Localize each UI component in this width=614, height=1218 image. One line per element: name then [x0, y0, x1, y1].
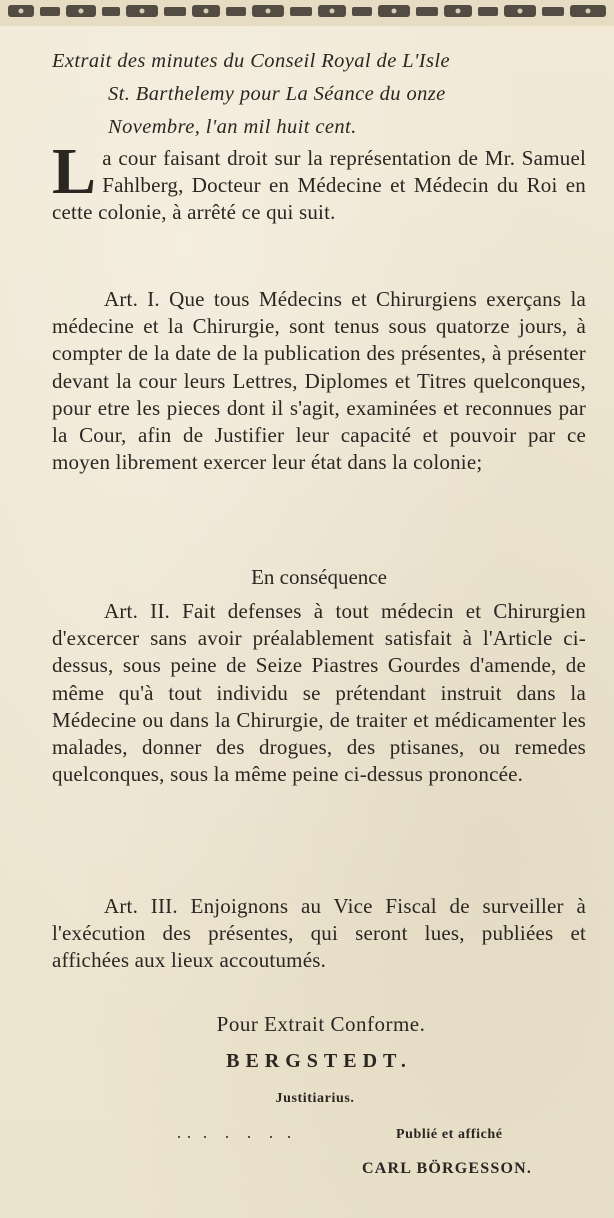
intro-text: a cour faisant droit sur la représentation de Mr. Samuel Fahlberg, Docteur en Médecine et Médecin du Roi en cette colonie, à arrêté ce qui suit.	[52, 146, 586, 225]
publisher-name: CARL BÖRGESSON.	[362, 1160, 533, 1177]
heading-line-2: St. Barthelemy pour La Séance du onze	[108, 83, 446, 105]
article-3	[52, 893, 586, 975]
dotted-leader	[175, 1132, 295, 1142]
article-2-label: Art. II.	[104, 599, 171, 623]
heading-line-1: Extrait des minutes du Conseil Royal de L'Isle	[52, 50, 451, 72]
article-1	[52, 286, 586, 476]
intro-paragraph	[52, 135, 586, 227]
heading-line-3: Novembre, l'an mil huit cent.	[108, 116, 357, 138]
article-2-text: Fait defenses à tout médecin et Chirurgien d'excercer sans avoir préalablement satisfait à l'Article ci-dessus, sous peine de Seize Piastres Gourdes d'amende, de même qu'à tout individu se prétendant instruit dans la Médecine ou dans la Chirurgie, de traiter et médicamenter les malades, donner des drogues, des ptisanes, ou remedes quelconques, sous la même peine ci-dessus prononcée.	[52, 599, 586, 787]
signatory-name: BERGSTEDT.	[226, 1050, 412, 1072]
ornamental-border-top	[0, 0, 614, 26]
document-heading	[52, 45, 592, 144]
article-1-text: Que tous Médecins et Chirurgiens exerçans la médecine et la Chirurgie, sont tenus sous quatorze jours, à compter de la date de la publication des présentes, à présenter devant la cour leurs Lettres, Diplomes et Titres quelconques, pour etre les pieces dont il s'agit, examinées et reconnues par la Cour, afin de Justifier leur capacité et pouvoir par ce moyen librement exercer leur état dans la colonie;	[52, 287, 587, 475]
article-1-label: Art. I.	[104, 287, 160, 311]
signatory-title: Justitiarius.	[275, 1091, 355, 1106]
consequence-line: En conséquence	[251, 565, 387, 589]
article-3-text: Enjoignons au Vice Fiscal de surveiller à l'exécution des présentes, qui seront lues, publiées et affichées aux lieux accoutumés.	[52, 894, 586, 973]
published-note: Publié et affiché	[396, 1127, 503, 1142]
pour-extrait-conforme: Pour Extrait Conforme.	[216, 1012, 426, 1036]
drop-cap: L	[52, 135, 97, 208]
article-2	[52, 598, 586, 788]
article-3-label: Art. III.	[104, 894, 178, 918]
